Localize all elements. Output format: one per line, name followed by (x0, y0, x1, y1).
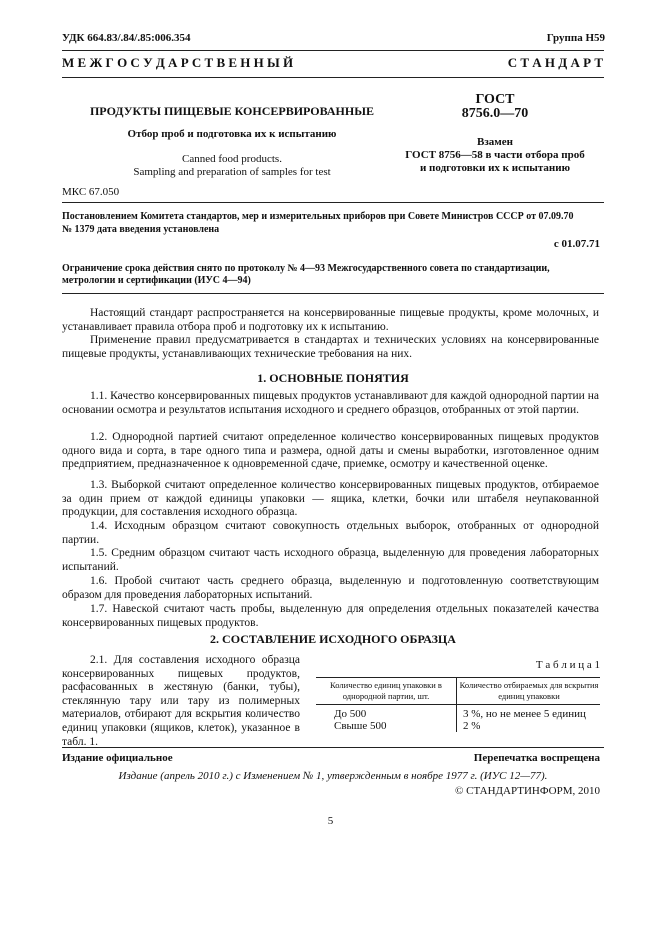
clause-1-4: 1.4. Исходным образцом считают совокупность отдельных выборок, отобранных от однородной партии. (62, 520, 599, 546)
replaces-text-line1: ГОСТ 8756—58 в части отбора проб (405, 149, 585, 161)
intro-paragraph-1: Настоящий стандарт распространяется на консервированные пищевые продукты, кроме молочных, и устанавливает правила отбора проб и подготовку их к испытанию. (62, 307, 599, 333)
header-rule-top (62, 50, 604, 51)
title-english-line2: Sampling and preparation of samples for test (133, 166, 331, 178)
section1-heading: 1. ОСНОВНЫЕ ПОНЯТИЯ (257, 371, 409, 385)
edition-note: Издание (апрель 2010 г.) с Изменением № 1, утвержденным в ноябре 1977 г. (ИУС 12—77). (118, 770, 548, 782)
reprint-notice: Перепечатка воспрещена (473, 752, 600, 764)
table-row-1-col2: 3 %, но не менее 5 единиц (463, 708, 586, 720)
table-caption: Т а б л и ц а 1 (535, 659, 600, 671)
table-header-rule (316, 704, 600, 705)
group-code: Группа Н59 (546, 32, 605, 44)
decree-line2: № 1379 дата введения установлена (62, 224, 220, 235)
mks-code: МКС 67.050 (62, 186, 120, 198)
copyright: © СТАНДАРТИНФОРМ, 2010 (455, 785, 600, 797)
interstate-label-left: М Е Ж Г О С У Д А Р С Т В Е Н Н Ы Й (62, 55, 294, 70)
udk-code: УДК 664.83/.84/.85:006.354 (62, 32, 191, 44)
limit-line2: метрологии и сертификации (ИУС 4—94) (62, 275, 251, 286)
table-header-col2: Количество отбираемых для вскрытия единиц упаковки (459, 680, 599, 701)
title-english-line1: Canned food products. (182, 153, 282, 165)
clause-1-3: 1.3. Выборкой считают определенное количество консервированных пищевых продуктов, отбираемое за один прием от каждой единицы упаковки — ящика, клетки, бочки или штабеля неупакованной продукции, для составления исходного образца. (62, 479, 599, 519)
table-header-col1: Количество единиц упаковки в однородной партии, шт. (330, 680, 442, 701)
clause-1-2: 1.2. Однородной партией считают определенное количество консервированных пищевых продуктов одного вида и сорта, в таре одного типа и размера, одной даты и смены выработки, изготовленное одним предприятием, предназначенное к одновременной сдаче, приемке, осмотру и качественной оценке. (62, 431, 599, 471)
decree-line1: Постановлением Комитета стандартов, мер и измерительных приборов при Совете Министров СССР от 07.09.70 (62, 211, 574, 222)
official-edition-label: Издание официальное (62, 752, 173, 764)
table-row-2-col2: 2 % (463, 720, 481, 732)
table-top-rule (316, 677, 600, 678)
intro-paragraph-2: Применение правил предусматривается в стандартах и технических условиях на консервированные пищевые продукты, устанавливающих технические требования на них. (62, 334, 599, 360)
clause-1-6: 1.6. Пробой считают часть среднего образца, выделенную и подготовленную соответствующим образом для проведения лабораторных испытаний. (62, 575, 599, 601)
clause-1-1: 1.1. Качество консервированных пищевых продуктов устанавливают для каждой однородной партии на основании осмотра и результатов испытания исходного и среднего образцов, отобранных от этой партии. (62, 390, 599, 416)
page-subtitle: Отбор проб и подготовка их к испытанию (127, 128, 337, 140)
table-body-divider (456, 704, 457, 732)
table-row-2-col1: Свыше 500 (334, 720, 387, 732)
replaces-text-line2: и подготовки их к испытанию (419, 162, 571, 174)
page-number: 5 (327, 815, 334, 827)
interstate-label-right: С Т А Н Д А Р Т (507, 55, 603, 70)
page-title: ПРОДУКТЫ ПИЩЕВЫЕ КОНСЕРВИРОВАННЫЕ (89, 104, 375, 118)
gost-number: 8756.0—70 (461, 106, 529, 121)
table-row-1-col1: До 500 (334, 708, 367, 720)
decree-date: с 01.07.71 (553, 238, 600, 250)
table-header-divider (456, 677, 457, 704)
gost-label: ГОСТ (475, 92, 515, 107)
limit-line1: Ограничение срока действия снято по протоколу № 4—93 Межгосударственного совета по стандартизации, (62, 263, 550, 274)
title-block-rule (62, 202, 604, 203)
clause-1-5: 1.5. Средним образцом считают часть исходного образца, выделенную для проведения лабораторных испытаний. (62, 547, 599, 573)
section2-heading: 2. СОСТАВЛЕНИЕ ИСХОДНОГО ОБРАЗЦА (210, 632, 456, 646)
footer-rule (62, 747, 604, 748)
clause-1-7: 1.7. Навеской считают часть пробы, выделенную для определения отдельных показателей качества консервированных пищевых продуктов. (62, 603, 599, 629)
replaces-label: Взамен (477, 136, 513, 148)
decree-rule (62, 293, 604, 294)
header-rule-bottom (62, 77, 604, 78)
clause-2-1: 2.1. Для составления исходного образца консервированных пищевых продуктов, расфасованных в жестяную (банки, тубы), стеклянную тару или тару из полимерных материалов, отбирают для вскрытия количество единиц упаковки (ящиков, клеток), указанное в табл. 1. (62, 654, 300, 748)
